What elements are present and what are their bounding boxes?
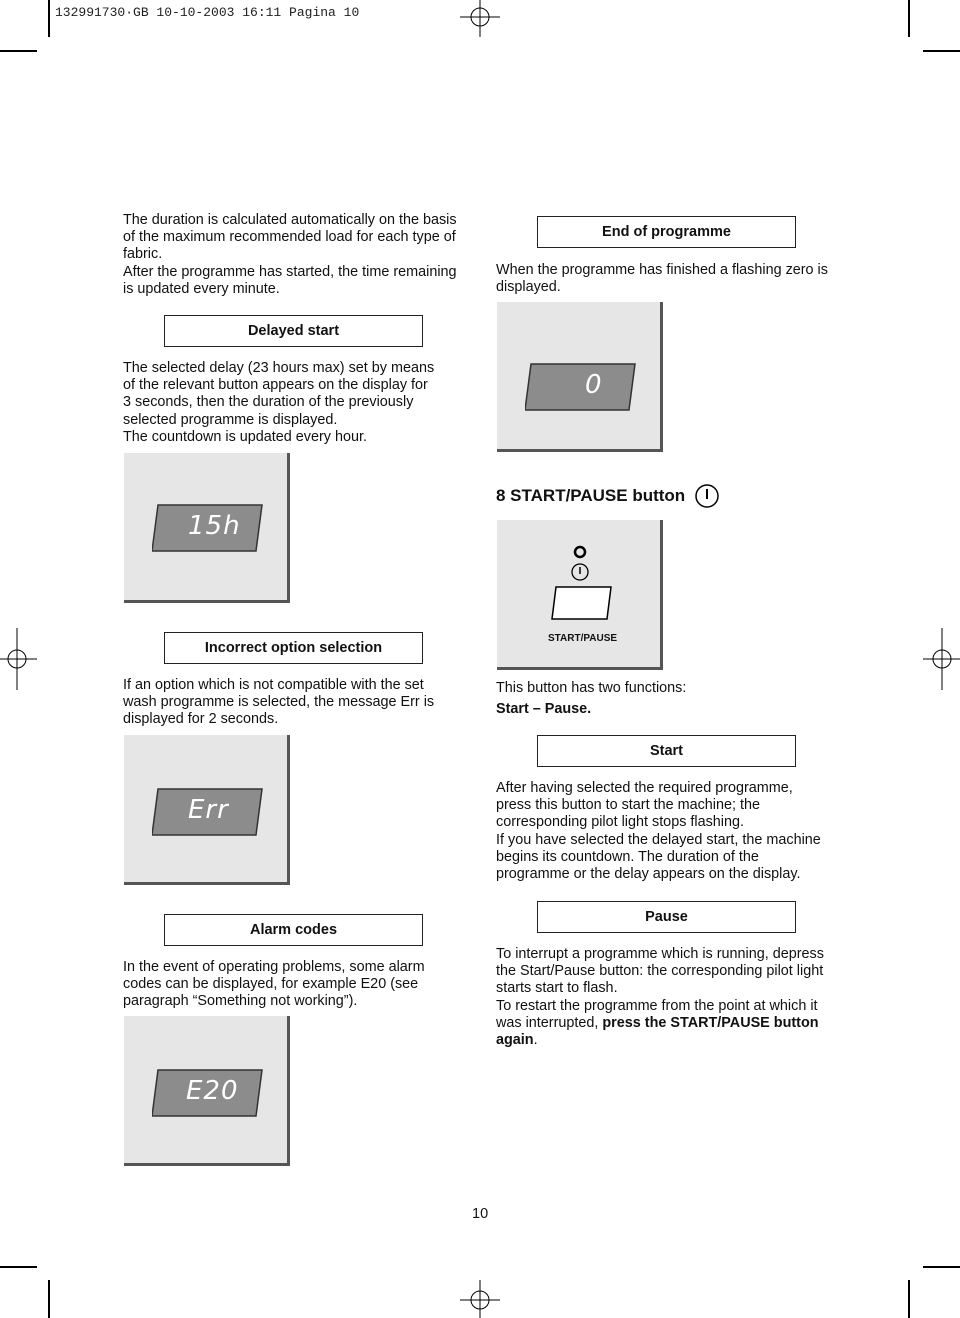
text-line: After the programme has started, the time remaining <box>123 263 457 280</box>
text-line: of the relevant button appears on the display for <box>123 377 428 394</box>
text-line: corresponding pilot light stops flashing. <box>496 814 744 831</box>
lcd-value: Err <box>188 795 229 825</box>
delayed-start-heading: Delayed start <box>164 315 423 347</box>
alarm-display-panel <box>124 1016 290 1166</box>
text-line: press this button to start the machine; the <box>496 797 760 814</box>
text-line: was interrupted, press the START/PAUSE button <box>496 1014 819 1031</box>
start-pause-icon <box>694 483 720 509</box>
lcd-display <box>525 362 637 412</box>
text-line: is updated every minute. <box>123 280 280 297</box>
text-line: After having selected the required programme, <box>496 780 793 796</box>
text-line: paragraph “Something not working”). <box>123 993 358 1010</box>
end-display-panel <box>497 302 663 452</box>
error-display-panel <box>124 735 290 885</box>
text-line: In the event of operating problems, some alarm <box>123 959 425 975</box>
text-line: If an option which is not compatible with the set <box>123 677 424 693</box>
text-line: programme or the delay appears on the display. <box>496 866 801 883</box>
lcd-value: 0 <box>585 370 603 400</box>
pause-paragraph <box>496 946 856 1049</box>
text-line: begins its countdown. The duration of the <box>496 848 759 865</box>
text-line: To restart the programme from the point at which it <box>496 997 818 1014</box>
start-pause-panel <box>497 520 663 670</box>
text-line: wash programme is selected, the message Err is <box>123 694 435 711</box>
lcd-value: 15h <box>188 511 241 541</box>
alarm-codes-paragraph <box>123 959 483 1011</box>
text-line: starts start to flash. <box>496 980 618 997</box>
text-line: of the maximum recommended load for each type of <box>123 229 456 246</box>
start-pause-heading: 8 START/PAUSE button <box>496 486 686 505</box>
incorrect-option-heading: Incorrect option selection <box>164 632 423 664</box>
print-header: 132991730·GB 10-10-2003 16:11 Pagina 10 <box>55 5 360 20</box>
start-pause-label: START/PAUSE <box>548 633 618 644</box>
text-line: fabric. <box>123 246 163 263</box>
text-line: 3 seconds, then the duration of the previously <box>123 394 414 411</box>
text-line: To interrupt a programme which is running, depress <box>496 946 824 962</box>
text-line: selected programme is displayed. <box>123 411 338 428</box>
text-line: again. <box>496 1032 538 1049</box>
text-line: This button has two functions: <box>496 680 687 696</box>
text-line: displayed for 2 seconds. <box>123 711 279 728</box>
text-line: codes can be displayed, for example E20 (see <box>123 976 419 993</box>
functions-paragraph <box>496 680 856 718</box>
end-of-programme-paragraph <box>496 262 856 296</box>
text-line: displayed. <box>496 279 561 296</box>
alarm-codes-heading: Alarm codes <box>164 914 423 946</box>
incorrect-option-paragraph <box>123 677 483 729</box>
pilot-light-icon <box>567 544 593 584</box>
start-heading: Start <box>537 735 796 767</box>
start-pause-button[interactable] <box>551 585 613 621</box>
lcd-value: E20 <box>186 1076 239 1106</box>
end-of-programme-heading: End of programme <box>537 216 796 248</box>
text-line: If you have selected the delayed start, the machine <box>496 831 821 848</box>
text-line: Start – Pause. <box>496 701 592 718</box>
text-line: When the programme has finished a flashing zero is <box>496 262 828 278</box>
text-line: The selected delay (23 hours max) set by means <box>123 360 435 376</box>
delay-display-panel <box>124 453 290 603</box>
pause-heading: Pause <box>537 901 796 933</box>
text-line: The countdown is updated every hour. <box>123 428 368 445</box>
text-line: the Start/Pause button: the corresponding pilot light <box>496 963 824 980</box>
intro-paragraph <box>123 212 483 298</box>
start-paragraph <box>496 780 856 883</box>
delayed-start-paragraph <box>123 360 483 446</box>
text-line: The duration is calculated automatically on the basis <box>123 212 457 228</box>
page-number: 10 <box>472 1206 489 1222</box>
